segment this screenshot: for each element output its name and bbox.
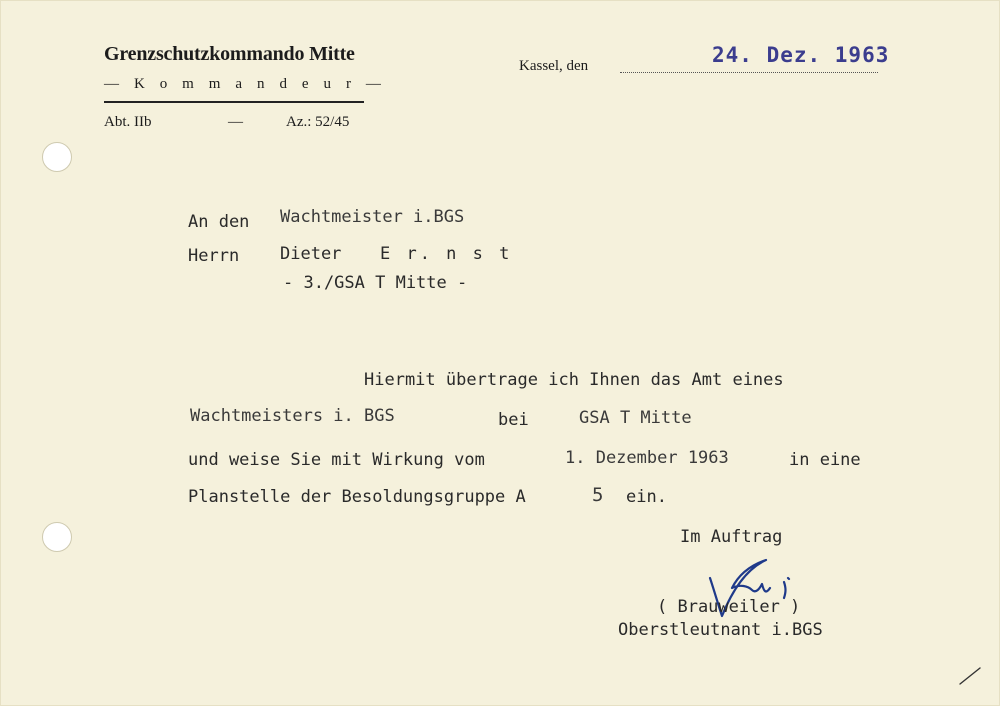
letterhead-abteilung: Abt. IIb [104, 114, 152, 130]
letterhead-dash: — [228, 114, 243, 130]
body-line-4-end: ein. [626, 487, 667, 507]
body-unit: GSA T Mitte [579, 408, 692, 428]
recipient-last-name: E r. n s t [380, 244, 513, 264]
dateline-dotted-line [620, 72, 878, 73]
signer-rank: Oberstleutnant i.BGS [618, 620, 823, 640]
recipient-prefix-1: An den [188, 212, 250, 232]
pencil-mark [956, 664, 986, 688]
body-line-1: Hiermit übertrage ich Ihnen das Amt eines [364, 370, 784, 390]
letterhead-department: — K o m m a n d e u r — [104, 76, 387, 92]
punch-hole-top [42, 142, 72, 172]
punch-hole-bottom [42, 522, 72, 552]
letterhead-aktenzeichen: Az.: 52/45 [286, 114, 350, 130]
letterhead-organization: Grenzschutzkommando Mitte [104, 43, 355, 65]
recipient-rank: Wachtmeister i.BGS [280, 207, 465, 227]
dateline-place: Kassel, den [519, 58, 589, 74]
signer-name: ( Brauweiler ) [657, 597, 801, 617]
recipient-first-name: Dieter [280, 244, 342, 264]
closing-im-auftrag: Im Auftrag [680, 527, 783, 547]
date-stamp: 24. Dez. 1963 [712, 43, 890, 67]
body-pay-grade: 5 [592, 484, 604, 506]
body-office: Wachtmeisters i. BGS [190, 406, 395, 426]
recipient-prefix-2: Herrn [188, 246, 240, 266]
body-effective-date: 1. Dezember 1963 [565, 448, 729, 468]
body-line-3-end: in eine [789, 450, 861, 470]
body-line-3-start: und weise Sie mit Wirkung vom [188, 450, 485, 470]
body-bei: bei [498, 410, 529, 430]
letterhead-rule [104, 101, 364, 103]
body-line-4-start: Planstelle der Besoldungsgruppe A [188, 487, 526, 507]
recipient-unit: - 3./GSA T Mitte - [283, 273, 468, 293]
